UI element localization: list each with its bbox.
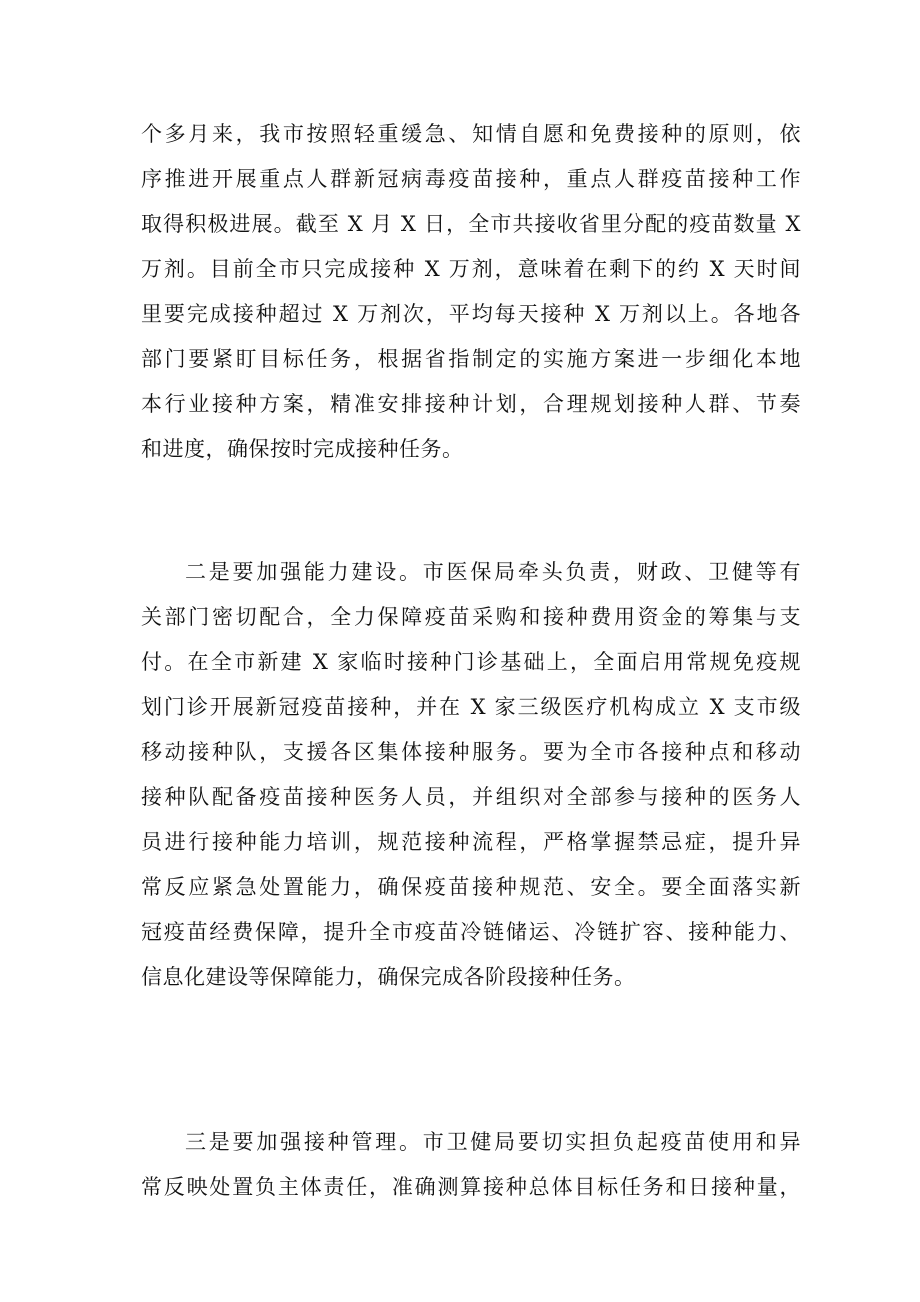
text-line: 取得积极进展。截至 X 月 X 日，全市共接收省里分配的疫苗数量 X: [141, 212, 801, 236]
text-line: 和进度，确保按时完成接种任务。: [141, 437, 464, 461]
text-line: 万剂。目前全市只完成接种 X 万剂，意味着在剩下的约 X 天时间: [141, 257, 801, 281]
text-line: 三是要加强接种管理。市卫健局要切实担负起疫苗使用和异: [185, 1130, 801, 1154]
text-line: 员进行接种能力培训，规范接种流程，严格掌握禁忌症，提升异: [141, 830, 801, 854]
text-line: 接种队配备疫苗接种医务人员，并组织对全部参与接种的医务人: [141, 785, 801, 809]
text-line: 本行业接种方案，精准安排接种计划，合理规划接种人群、节奏: [141, 392, 801, 416]
paragraph-vaccination-management: [141, 1120, 801, 1210]
text-line: 个多月来，我市按照轻重缓急、知情自愿和免费接种的原则，依: [141, 122, 801, 146]
text-line: 常反映处置负主体责任，准确测算接种总体目标任务和日接种量，: [141, 1175, 801, 1199]
text-line: 付。在全市新建 X 家临时接种门诊基础上，全面启用常规免疫规: [141, 650, 801, 674]
text-line: 二是要加强能力建设。市医保局牵头负责，财政、卫健等有: [185, 560, 801, 584]
text-line: 序推进开展重点人群新冠病毒疫苗接种，重点人群疫苗接种工作: [141, 167, 801, 191]
paragraph-continuation: [141, 112, 801, 472]
text-line: 里要完成接种超过 X 万剂次，平均每天接种 X 万剂以上。各地各: [141, 302, 801, 326]
text-line: 关部门密切配合，全力保障疫苗采购和接种费用资金的筹集与支: [141, 605, 801, 629]
text-line: 常反应紧急处置能力，确保疫苗接种规范、安全。要全面落实新: [141, 875, 801, 899]
text-line: 冠疫苗经费保障，提升全市疫苗冷链储运、冷链扩容、接种能力、: [141, 920, 801, 944]
paragraph-capacity-building: [141, 550, 801, 1000]
text-line: 部门要紧盯目标任务，根据省指制定的实施方案进一步细化本地: [141, 347, 801, 371]
text-line: 移动接种队，支援各区集体接种服务。要为全市各接种点和移动: [141, 740, 801, 764]
text-line: 划门诊开展新冠疫苗接种，并在 X 家三级医疗机构成立 X 支市级: [141, 695, 801, 719]
text-line: 信息化建设等保障能力，确保完成各阶段接种任务。: [141, 965, 636, 989]
